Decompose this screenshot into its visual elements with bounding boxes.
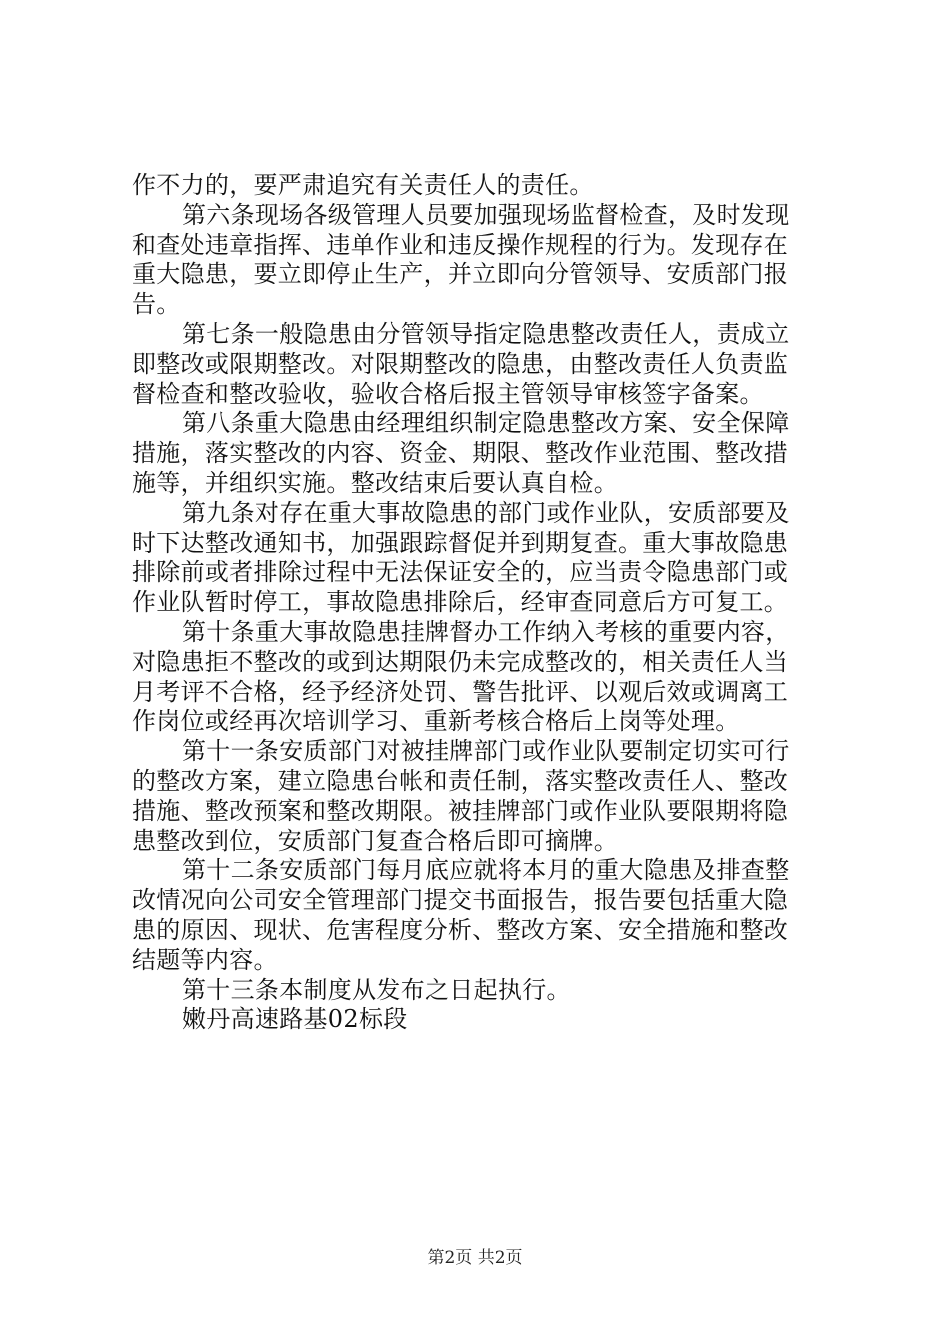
text-line: 作不力的，要严肃追究有关责任人的责任。 bbox=[132, 171, 594, 199]
text-line: 第十条重大事故隐患挂牌督办工作纳入考核的重要内容， bbox=[182, 617, 790, 646]
text-line: 第十二条安质部门每月底应就将本月的重大隐患及排查整 bbox=[182, 856, 790, 885]
text-line: 结题等内容。 bbox=[132, 945, 278, 974]
text-line: 告。 bbox=[132, 290, 181, 319]
text-line: 患的原因、现状、危害程度分析、整改方案、安全措施和整改 bbox=[132, 915, 789, 944]
text-line: 第八条重大隐患由经理组织制定隐患整改方案、安全保障 bbox=[182, 409, 790, 438]
text-line: 对隐患拒不整改的或到达期限仍未完成整改的，相关责任人当 bbox=[132, 647, 789, 676]
text-line: 第九条对存在重大事故隐患的部门或作业队，安质部要及 bbox=[182, 498, 790, 527]
text-line: 患整改到位，安质部门复查合格后即可摘牌。 bbox=[132, 826, 618, 855]
document-body bbox=[132, 171, 832, 1035]
text-line: 第七条一般隐患由分管领导指定隐患整改责任人，责成立 bbox=[182, 319, 790, 348]
text-line: 排除前或者排除过程中无法保证安全的，应当责令隐患部门或 bbox=[132, 558, 789, 587]
text-line: 的整改方案，建立隐患台帐和责任制，落实整改责任人、整改 bbox=[132, 766, 789, 795]
text-line: 作岗位或经再次培训学习、重新考核合格后上岗等处理。 bbox=[132, 707, 740, 736]
text-line: 和查处违章指挥、违单作业和违反操作规程的行为。发现存在 bbox=[132, 230, 789, 259]
text-line: 月考评不合格，经予经济处罚、警告批评、以观后效或调离工 bbox=[132, 677, 789, 706]
text-line: 重大隐患，要立即停止生产，并立即向分管领导、安质部门报 bbox=[132, 260, 789, 289]
text-line: 作业队暂时停工，事故隐患排除后，经审查同意后方可复工。 bbox=[132, 588, 789, 617]
text-line-signature: 嫩丹高速路基02标段 bbox=[182, 1005, 408, 1034]
text-line: 即整改或限期整改。对限期整改的隐患，由整改责任人负责监 bbox=[132, 349, 789, 378]
text-line: 施等，并组织实施。整改结束后要认真自检。 bbox=[132, 468, 618, 497]
text-line: 第十三条本制度从发布之日起执行。 bbox=[182, 975, 571, 1004]
text-line: 时下达整改通知书，加强跟踪督促并到期复查。重大事故隐患 bbox=[132, 528, 789, 557]
text-line: 第六条现场各级管理人员要加强现场监督检查，及时发现 bbox=[182, 200, 790, 229]
text-line: 措施、整改预案和整改期限。被挂牌部门或作业队要限期将隐 bbox=[132, 796, 789, 825]
text-line: 改情况向公司安全管理部门提交书面报告，报告要包括重大隐 bbox=[132, 886, 789, 915]
text-line: 督检查和整改验收，验收合格后报主管领导审核签字备案。 bbox=[132, 379, 764, 408]
text-line: 措施，落实整改的内容、资金、期限、整改作业范围、整改措 bbox=[132, 439, 789, 468]
page-number-footer: 第2页 共2页 bbox=[427, 1248, 523, 1268]
text-line: 第十一条安质部门对被挂牌部门或作业队要制定切实可行 bbox=[182, 737, 790, 766]
